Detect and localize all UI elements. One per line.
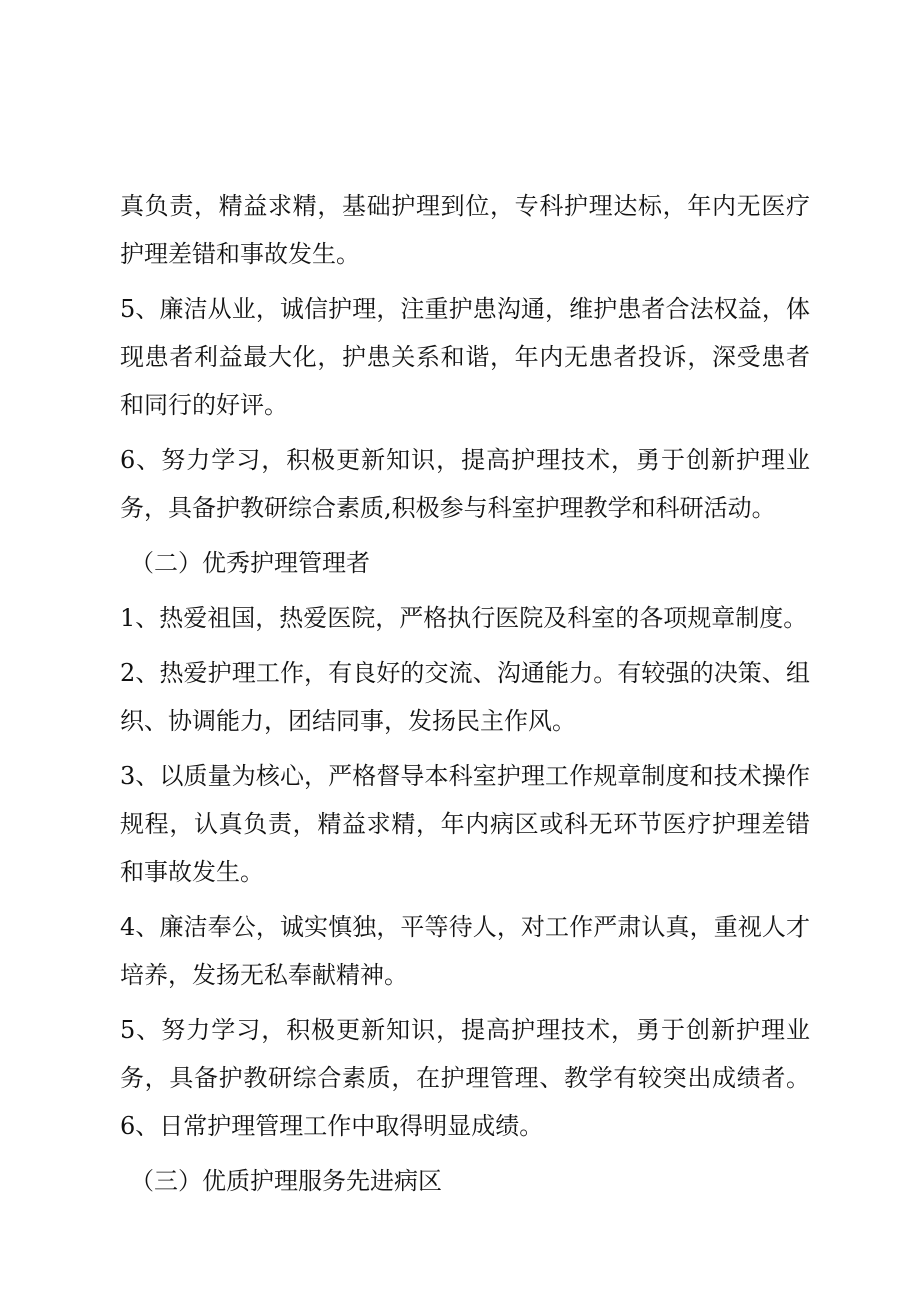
paragraph-item-5-integrity: 5、廉洁从业，诚信护理，注重护患沟通，维护患者合法权益，体现患者利益最大化，护患关系和谐，年内无患者投诉，深受患者和同行的好评。 bbox=[120, 295, 810, 419]
paragraph-item-1-patriotism: 1、热爱祖国，热爱医院，严格执行医院及科室的各项规章制度。 bbox=[120, 604, 808, 632]
paragraph-item-3-quality: 3、以质量为核心，严格督导本科室护理工作规章制度和技术操作规程，认真负责，精益求精，年内病区或科无环节医疗护理差错和事故发生。 bbox=[120, 762, 810, 886]
paragraph-continuation: 真负责，精益求精，基础护理到位，专科护理达标，年内无医疗护理差错和事故发生。 bbox=[120, 192, 810, 268]
paragraph-item-5-6-achievement: 5、努力学习，积极更新知识，提高护理技术，勇于创新护理业务，具备护教研综合素质，在护理管理、教学有较突出成绩者。6、日常护理管理工作中取得明显成绩。 bbox=[120, 1016, 810, 1140]
section-heading-manager: （二）优秀护理管理者 bbox=[130, 549, 370, 577]
paragraph-item-4-dedication: 4、廉洁奉公，诚实慎独，平等待人，对工作严肃认真，重视人才培养，发扬无私奉献精神。 bbox=[120, 913, 810, 989]
paragraph-item-2-communication: 2、热爱护理工作，有良好的交流、沟通能力。有较强的决策、组织、协调能力，团结同事，发扬民主作风。 bbox=[120, 659, 810, 735]
paragraph-item-6-learning: 6、努力学习，积极更新知识，提高护理技术，勇于创新护理业务，具备护教研综合素质,积极参与科室护理教学和科研活动。 bbox=[120, 446, 810, 522]
document-body bbox=[120, 182, 810, 1212]
section-heading-ward: （三）优质护理服务先进病区 bbox=[130, 1167, 442, 1195]
